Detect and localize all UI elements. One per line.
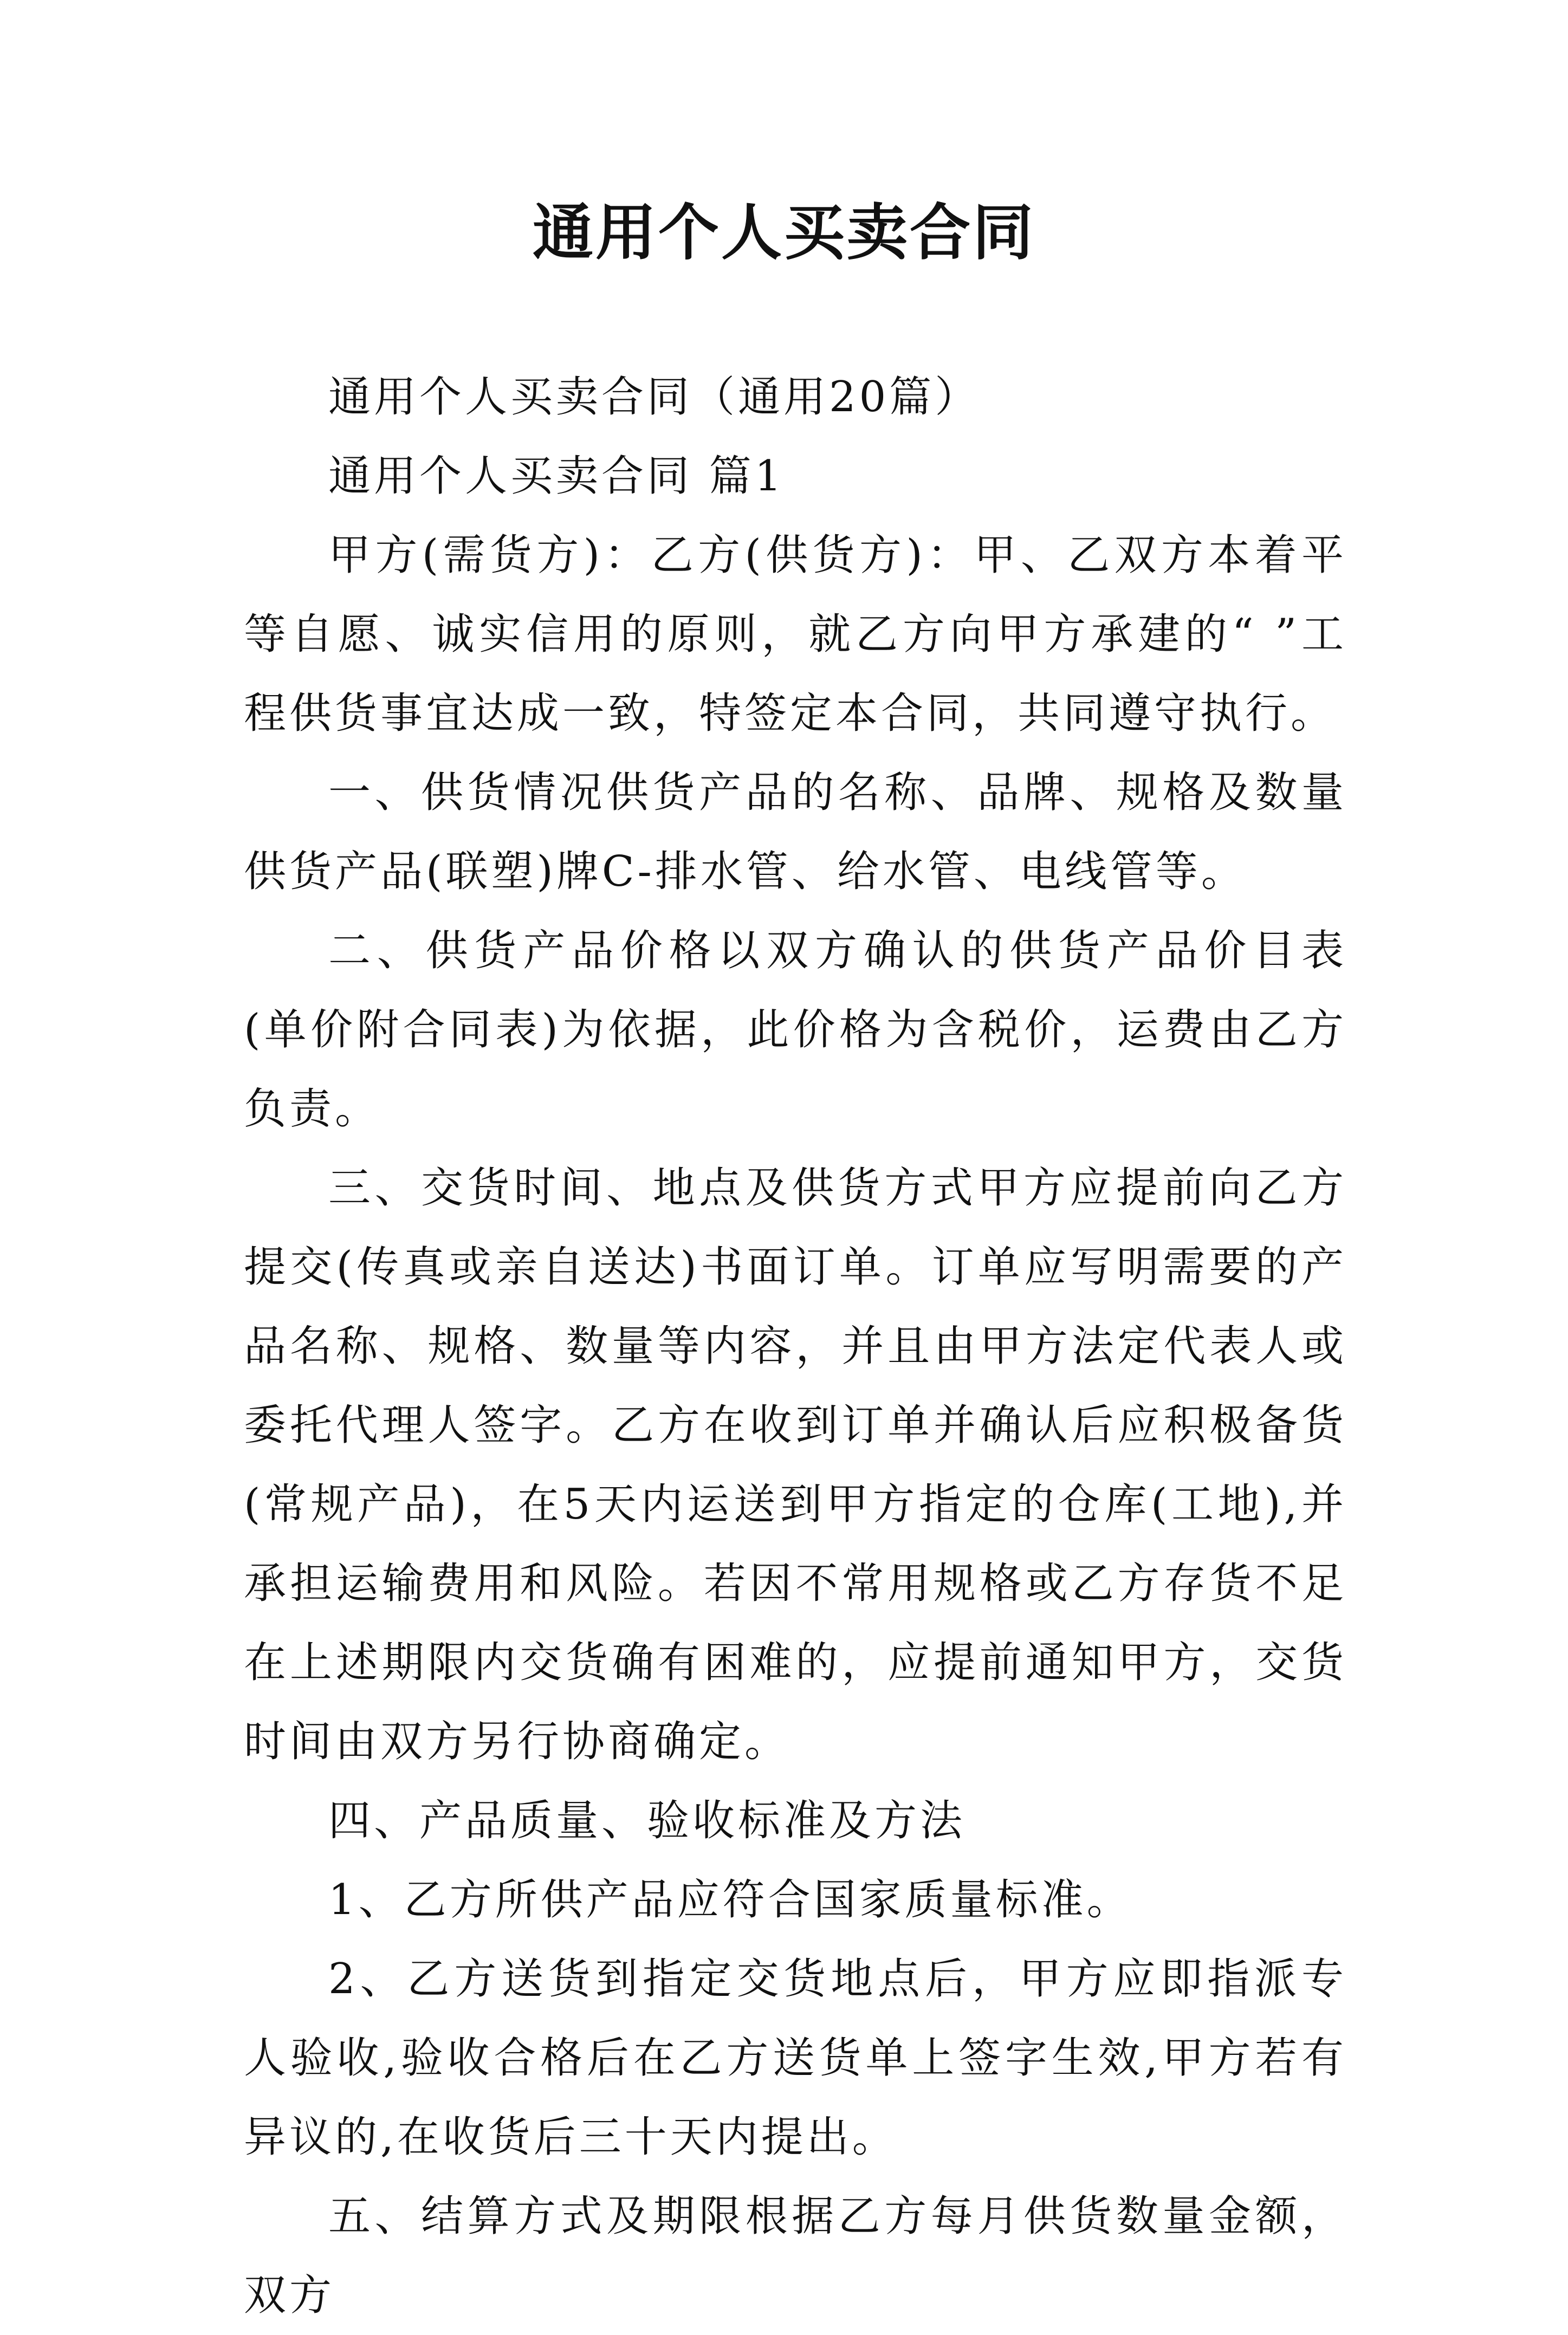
paragraph-clause-4-heading: 四、产品质量、验收标准及方法 (328, 1796, 966, 1845)
paragraph-clause-4-item-2: 2、乙方送货到指定交货地点后，甲方应即指派专人验收,验收合格后在乙方送货单上签字生效,甲方若有异议的,在收货后三十天内提出。 (244, 1955, 1347, 2162)
document-body (244, 358, 1347, 2335)
paragraph-clause-4-item-1: 1、乙方所供产品应符合国家质量标准。 (328, 1876, 1132, 1924)
paragraph-parties: 甲方(需货方)：乙方(供货方)：甲、乙双方本着平等自愿、诚实信用的原则，就乙方向甲方承建的“ ”工程供货事宜达成一致，特签定本合同，共同遵守执行。 (244, 531, 1347, 738)
paragraph-clause-5: 五、结算方式及期限根据乙方每月供货数量金额，双方 (244, 2192, 1347, 2320)
document-title: 通用个人买卖合同 (533, 197, 1035, 268)
paragraph-clause-3: 三、交货时间、地点及供货方式甲方应提前向乙方提交(传真或亲自送达)书面订单。订单应写明需要的产品名称、规格、数量等内容，并且由甲方法定代表人或委托代理人签字。乙方在收到订单并确认后应积极备货(常规产品)，在5天内运送到甲方指定的仓库(工地),并承担运输费用和风险。若因不常用规格或乙方存货不足在上述期限内交货确有困难的，应提前通知甲方，交货时间由双方另行协商确定。 (244, 1164, 1347, 1766)
paragraph-clause-1: 一、供货情况供货产品的名称、品牌、规格及数量供货产品(联塑)牌C-排水管、给水管、电线管等。 (244, 768, 1347, 896)
paragraph-clause-2: 二、供货产品价格以双方确认的供货产品价目表(单价附合同表)为依据，此价格为含税价，运费由乙方负责。 (244, 926, 1347, 1133)
paragraph-collection-title: 通用个人买卖合同（通用20篇） (328, 373, 981, 421)
paragraph-section-heading: 通用个人买卖合同 篇1 (328, 452, 785, 501)
